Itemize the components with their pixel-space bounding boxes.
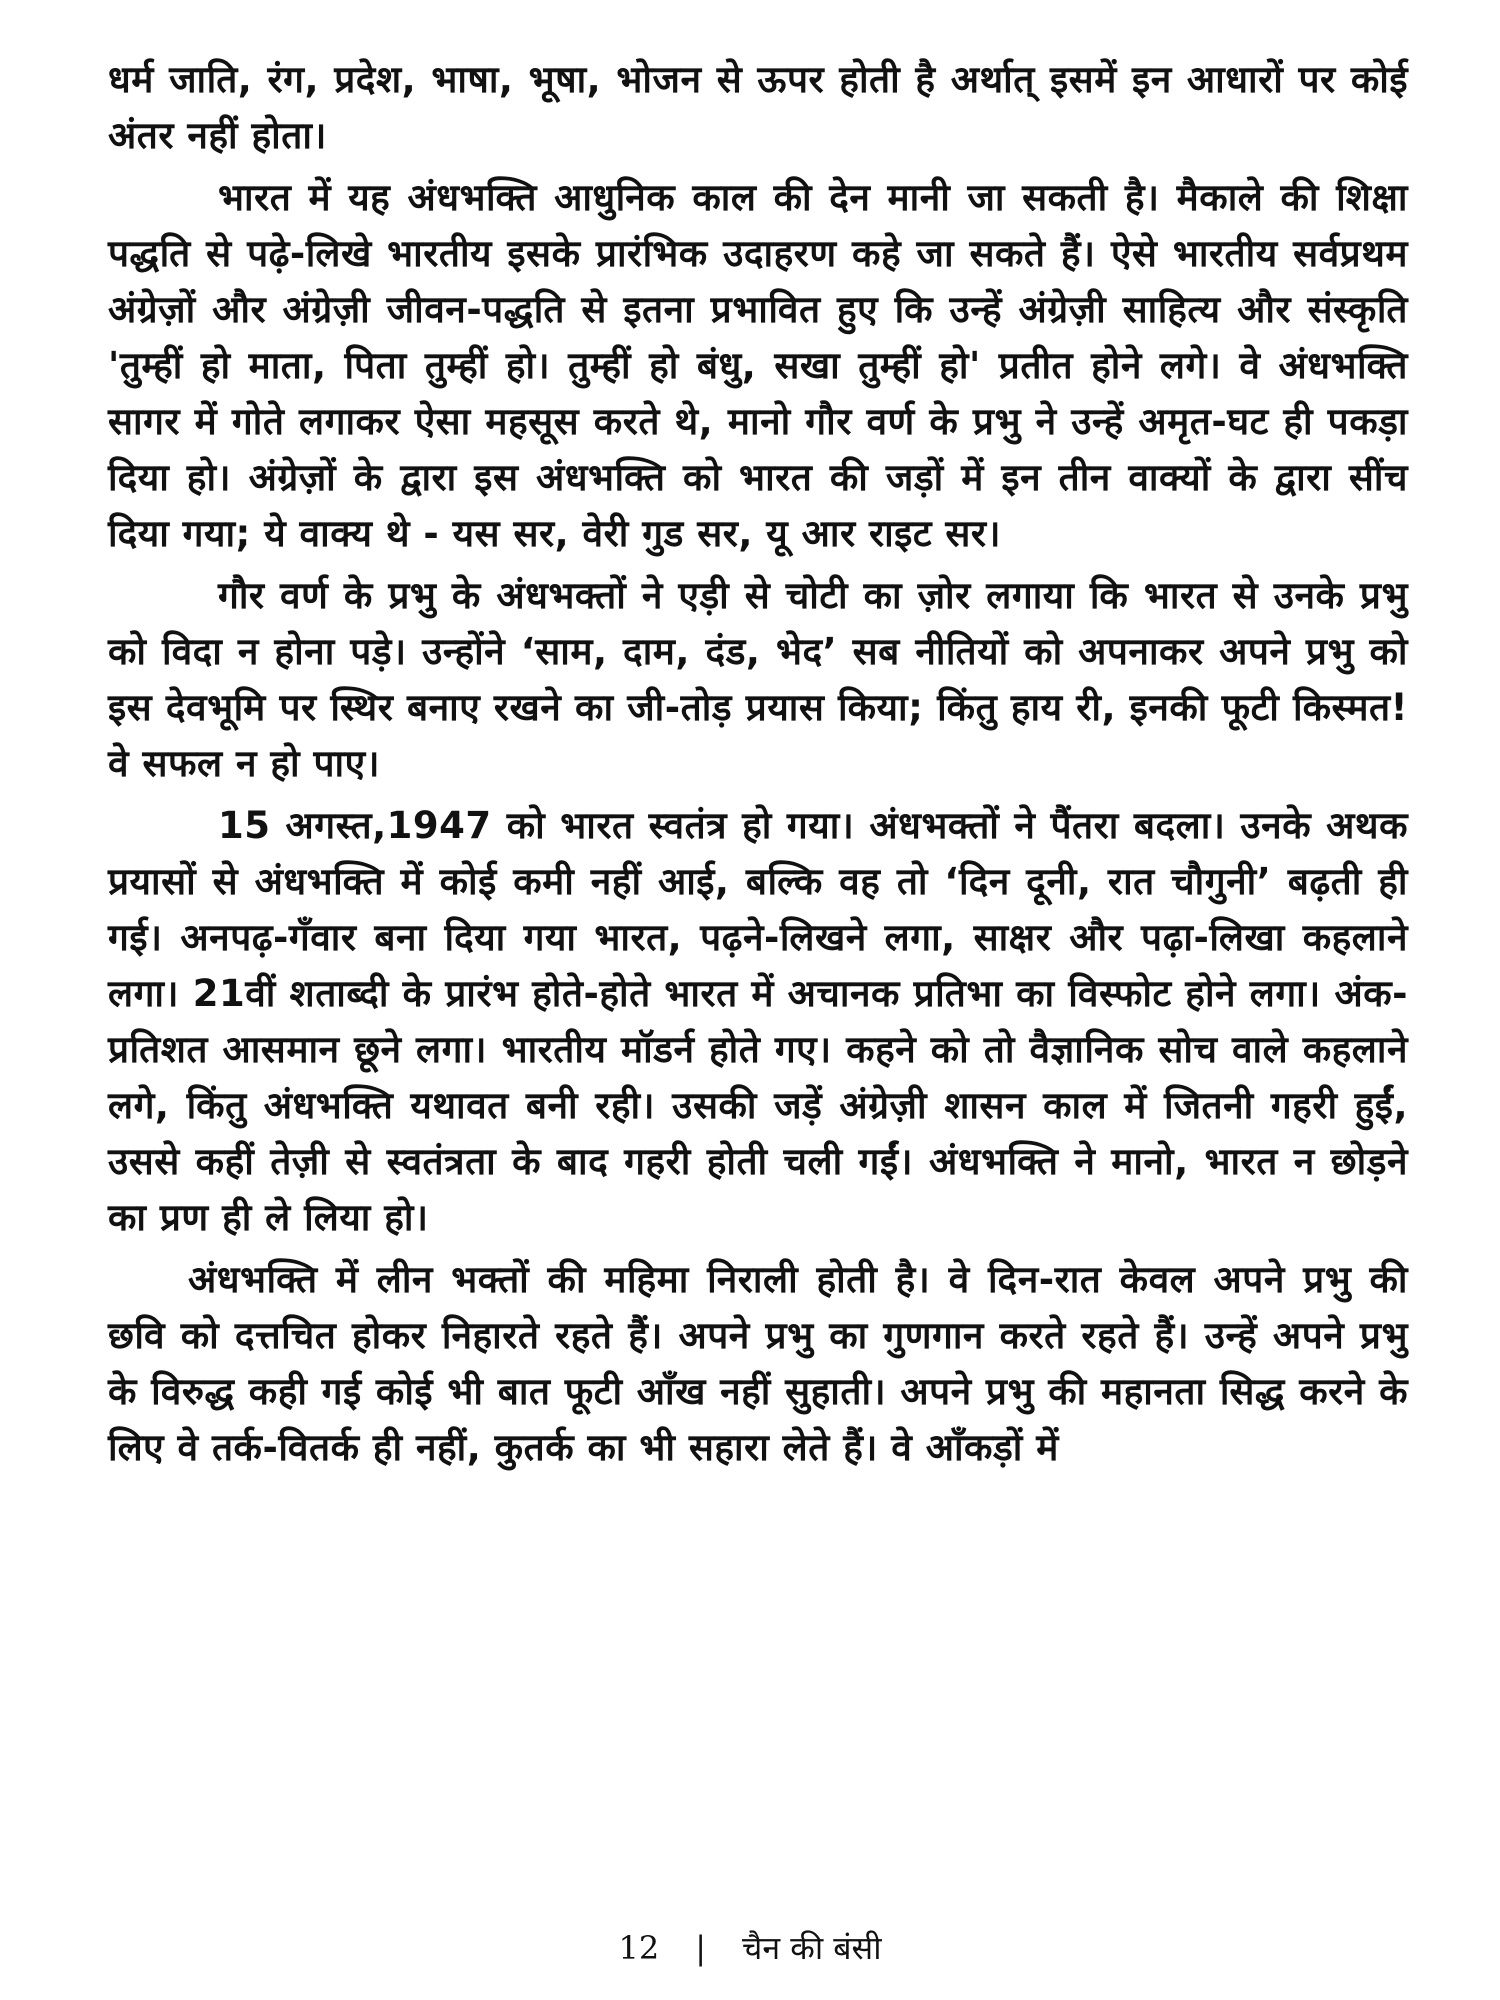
body-text bbox=[108, 52, 1408, 1482]
paragraph-2: भारत में यह अंधभक्ति आधुनिक काल की देन मानी जा सकती है। मैकाले की शिक्षा पद्धति से पढ़े-लिखे भारतीय इसके प्रारंभिक उदाहरण कहे जा सकते हैं। ऐसे भारतीय सर्वप्रथम अंग्रेज़ों और अंग्रेज़ी जीवन-पद्धति से इतना प्रभावित हुए कि उन्हें अंग्रेज़ी साहित्य और संस्कृति 'तुम्हीं हो माता, पिता तुम्हीं हो। तुम्हीं हो बंधु, सखा तुम्हीं हो' प्रतीत होने लगे। वे अंधभक्ति सागर में गोते लगाकर ऐसा महसूस करते थे, मानो गौर वर्ण के प्रभु ने उन्हें अमृत-घट ही पकड़ा दिया हो। अंग्रेज़ों के द्वारा इस अंधभक्ति को भारत की जड़ों में इन तीन वाक्यों के द्वारा सींच दिया गया; ये वाक्य थे - यस सर, वेरी गुड सर, यू आर राइट सर। bbox=[108, 176, 1408, 555]
paragraph-4: 15 अगस्त,1947 को भारत स्वतंत्र हो गया। अंधभक्तों ने पैंतरा बदला। उनके अथक प्रयासों से अंधभक्ति में कोई कमी नहीं आई, बल्कि वह तो ‘दिन दूनी, रात चौगुनी’ बढ़ती ही गई। अनपढ़-गँवार बना दिया गया भारत, पढ़ने-लिखने लगा, साक्षर और पढ़ा-लिखा कहलाने लगा। 21वीं शताब्दी के प्रारंभ होते-होते भारत में अचानक प्रतिभा का विस्फोट होने लगा। अंक-प्रतिशत आसमान छूने लगा। भारतीय मॉडर्न होते गए। कहने को तो वैज्ञानिक सोच वाले कहलाने लगे, किंतु अंधभक्ति यथावत बनी रही। उसकी जड़ें अंग्रेज़ी शासन काल में जितनी गहरी हुईं, उससे कहीं तेज़ी से स्वतंत्रता के बाद गहरी होती चली गईं। अंधभक्ति ने मानो, भारत न छोड़ने का प्रण ही ले लिया हो। bbox=[108, 804, 1408, 1239]
book-title: चैन की बंसी bbox=[742, 1929, 882, 1967]
page-number: 12 bbox=[618, 1929, 660, 1967]
footer-separator: | bbox=[695, 1929, 706, 1967]
paragraph-1: धर्म जाति, रंग, प्रदेश, भाषा, भूषा, भोजन से ऊपर होती है अर्थात् इसमें इन आधारों पर कोई अंतर नहीं होता। bbox=[108, 58, 1408, 157]
paragraph-3: गौर वर्ण के प्रभु के अंधभक्तों ने एड़ी से चोटी का ज़ोर लगाया कि भारत से उनके प्रभु को विदा न होना पड़े। उन्होंने ‘साम, दाम, दंड, भेद’ सब नीतियों को अपनाकर अपने प्रभु को इस देवभूमि पर स्थिर बनाए रखने का जी-तोड़ प्रयास किया; किंतु हाय री, इनकी फूटी किस्मत! वे सफल न हो पाए। bbox=[108, 574, 1408, 785]
paragraph-5: अंधभक्ति में लीन भक्तों की महिमा निराली होती है। वे दिन-रात केवल अपने प्रभु की छवि को दत्तचित होकर निहारते रहते हैं। अपने प्रभु का गुणगान करते रहते हैं। उन्हें अपने प्रभु के विरुद्ध कही गई कोई भी बात फूटी आँख नहीं सुहाती। अपने प्रभु की महानता सिद्ध करने के लिए वे तर्क-वितर्क ही नहीं, कुतर्क का भी सहारा लेते हैं। वे आँकड़ों में bbox=[108, 1258, 1408, 1469]
page-footer bbox=[0, 1928, 1500, 1968]
